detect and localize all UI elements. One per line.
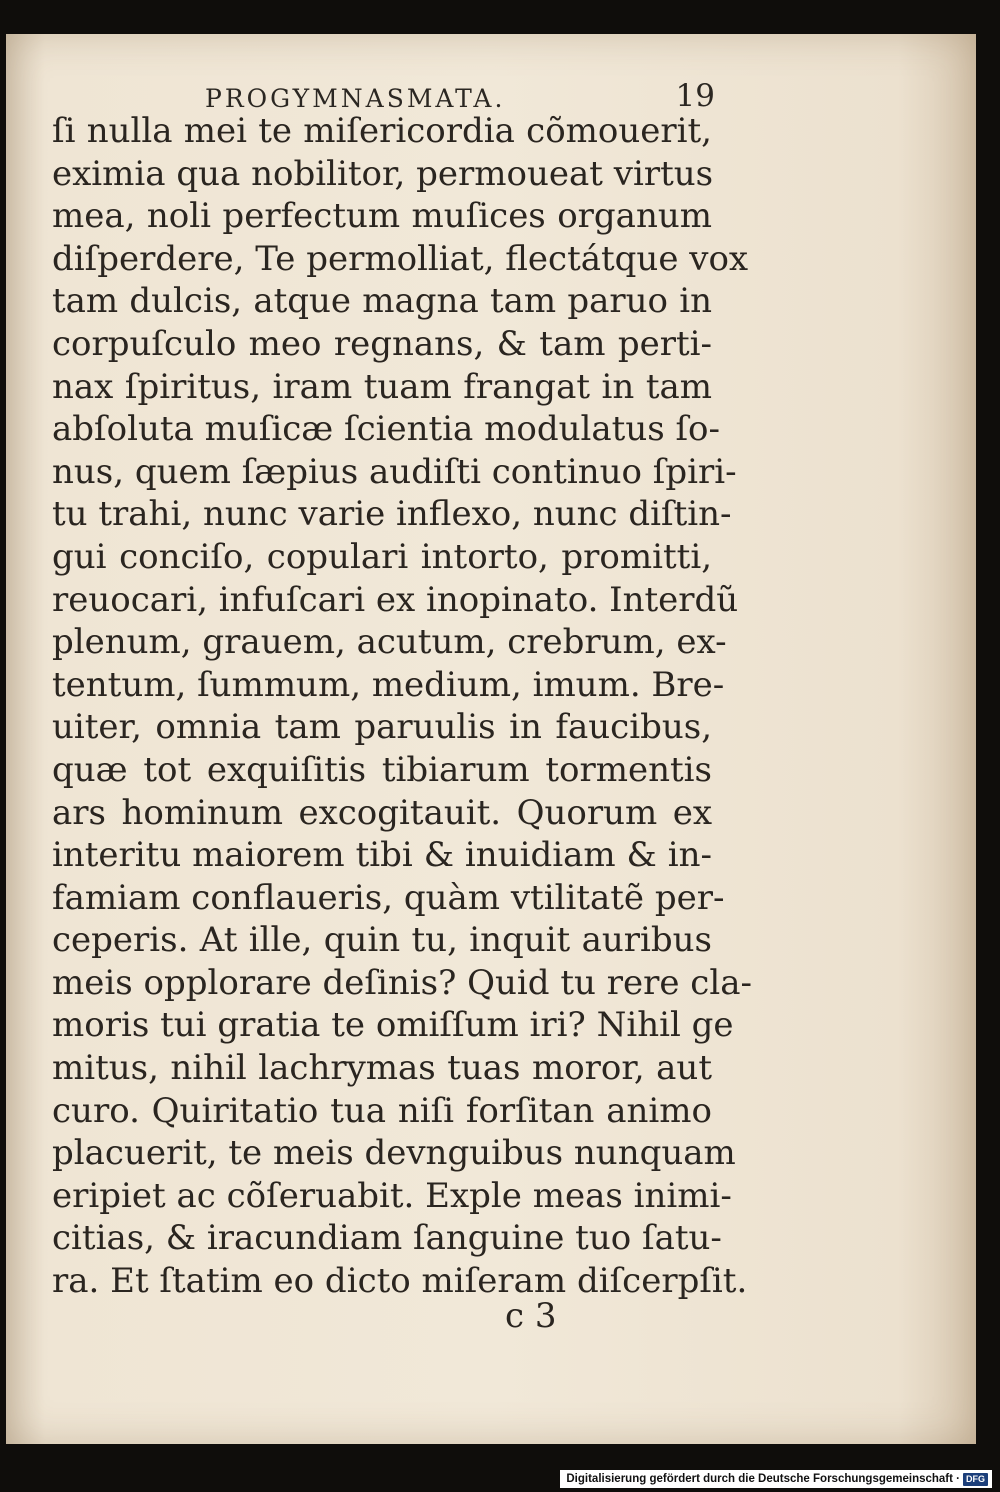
text-line: moris tui gratia te omiſſum iri? Nihil ge: [52, 1005, 734, 1046]
text-line: plenum, grauem, acutum, crebrum, ex-: [52, 622, 727, 663]
text-line: eripiet ac cõſeruabit. Exple meas inimi-: [52, 1175, 732, 1216]
text-line: diſperdere, Te permolliat, flectátque vox: [52, 238, 749, 279]
text-line: curo. Quiritatio tua niſi forſitan animo: [52, 1090, 712, 1131]
text-line: ceperis. At ille, quin tu, inquit auribus: [52, 920, 712, 961]
text-line: quæ tot exquiſitis tibiarum tormentis: [52, 749, 712, 790]
signature-mark: c 3: [505, 1296, 557, 1336]
text-line: nus, quem ſæpius audiſti continuo ſpiri-: [52, 451, 737, 492]
text-line: tam dulcis, atque magna tam paruo in: [52, 281, 712, 322]
text-line: nax ſpiritus, iram tuam frangat in tam: [52, 366, 712, 407]
text-line: tu trahi, nunc varie inflexo, nunc diſtin-: [52, 494, 732, 535]
text-line: uiter, omnia tam paruulis in faucibus,: [52, 707, 712, 748]
credit-text: Digitalisierung gefördert durch die Deutsche Forschungsgemeinschaft ·: [566, 1473, 960, 1485]
dfg-logo: DFG: [963, 1473, 988, 1486]
text-line: meis opplorare deſinis? Quid tu rere cla-: [52, 962, 752, 1003]
text-line: citias, & iracundiam ſanguine tuo ſatu-: [52, 1218, 722, 1259]
text-line: reuocari, infuſcari ex inopinato. Interdũ: [52, 579, 739, 620]
text-line: famiam conflaueris, quàm vtilitatẽ per-: [52, 877, 725, 918]
text-line: ra. Et ſtatim eo dicto miſeram diſcerpſit.: [52, 1261, 748, 1302]
text-line: ſi nulla mei te miſericordia cõmouerit,: [52, 111, 712, 151]
digitization-credit: [560, 1470, 992, 1488]
body-text: [52, 110, 752, 1303]
text-line: placuerit, te meis devnguibus nunquam: [52, 1133, 736, 1174]
text-line: abſoluta muſicæ ſcientia modulatus ſo-: [52, 409, 721, 450]
page-number: 19: [675, 78, 715, 114]
text-line: gui conciſo, copulari intorto, promitti,: [52, 536, 712, 577]
running-title: PROGYMNASMATA.: [205, 84, 506, 113]
text-line: mea, noli perfectum muſices organum: [52, 196, 712, 237]
text-line: ars hominum excogitauit. Quorum ex: [52, 792, 712, 833]
text-line: eximia qua nobilitor, permoueat virtus: [52, 153, 714, 194]
text-line: mitus, nihil lachrymas tuas moror, aut: [52, 1048, 712, 1089]
text-line: corpuſculo meo regnans, & tam perti-: [52, 323, 712, 364]
text-line: tentum, ſummum, medium, imum. Bre-: [52, 664, 725, 705]
text-line: interitu maiorem tibi & inuidiam & in-: [52, 835, 712, 876]
